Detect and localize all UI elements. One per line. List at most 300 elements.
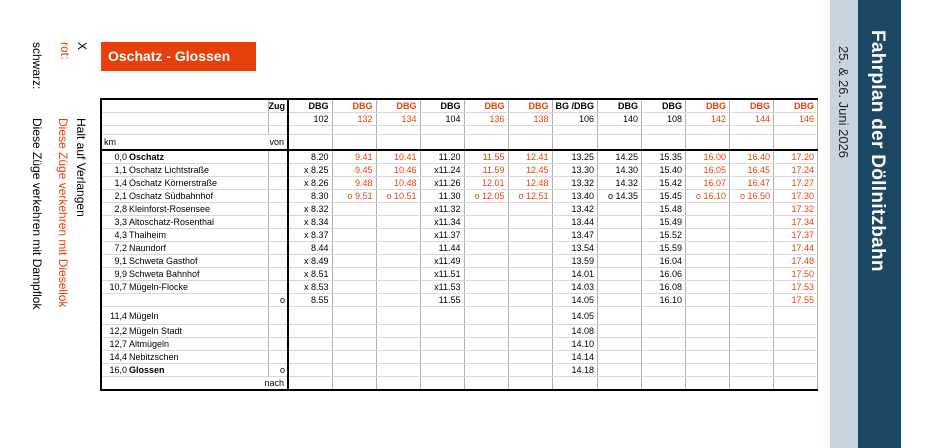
empty <box>686 377 730 391</box>
train-number: 106 <box>552 113 598 126</box>
departure-time <box>598 281 642 294</box>
stop-row <box>101 294 818 307</box>
stop-mark <box>268 190 288 203</box>
stop-name <box>128 294 268 307</box>
departure-time: 12.45 <box>508 164 552 177</box>
von-label: von <box>128 135 288 151</box>
empty <box>774 377 818 391</box>
departure-time <box>332 255 376 268</box>
departure-time: x11.24 <box>420 164 464 177</box>
departure-time: 16.47 <box>730 177 774 190</box>
train-number: 138 <box>508 113 552 126</box>
departure-time: 13.54 <box>552 242 598 255</box>
departure-time <box>420 307 464 325</box>
stop-name: Naundorf <box>128 242 268 255</box>
departure-time: 15.40 <box>642 164 686 177</box>
stop-mark <box>268 177 288 190</box>
empty <box>774 135 818 151</box>
departure-time <box>332 325 376 338</box>
departure-time: x11.53 <box>420 281 464 294</box>
departure-time: x 8.26 <box>288 177 332 190</box>
empty <box>332 377 376 391</box>
departure-time: 12.01 <box>464 177 508 190</box>
nach-label: nach <box>128 377 288 391</box>
departure-time: x11.26 <box>420 177 464 190</box>
departure-time <box>288 351 332 364</box>
departure-time: 17.32 <box>774 203 818 216</box>
departure-time <box>420 338 464 351</box>
departure-time: 14.14 <box>552 351 598 364</box>
departure-time: 14.08 <box>552 325 598 338</box>
stop-km: 4,3 <box>101 229 128 242</box>
departure-time <box>332 307 376 325</box>
stop-mark <box>268 150 288 164</box>
departure-time: 9.45 <box>332 164 376 177</box>
stop-row <box>101 216 818 229</box>
departure-time: o 9.51 <box>332 190 376 203</box>
departure-time <box>730 364 774 377</box>
departure-time: 17.27 <box>774 177 818 190</box>
stop-name: Nebitzschen <box>128 351 268 364</box>
departure-time <box>376 216 420 229</box>
departure-time <box>376 281 420 294</box>
departure-time <box>642 351 686 364</box>
departure-time <box>376 242 420 255</box>
departure-time <box>508 351 552 364</box>
departure-time <box>332 338 376 351</box>
stop-name: Altmügeln <box>128 338 268 351</box>
stop-km: 3,3 <box>101 216 128 229</box>
departure-time: 14.30 <box>598 164 642 177</box>
departure-time <box>686 229 730 242</box>
stop-name: Schweta Gasthof <box>128 255 268 268</box>
departure-time <box>598 351 642 364</box>
departure-time <box>730 242 774 255</box>
departure-time: 14.25 <box>598 150 642 164</box>
departure-time <box>774 364 818 377</box>
header-number-row <box>101 113 818 126</box>
stop-name: Schweta Bahnhof <box>128 268 268 281</box>
departure-time <box>376 255 420 268</box>
legend-symbol-rot: rot: <box>58 42 72 60</box>
departure-time: 16.06 <box>642 268 686 281</box>
spacer <box>730 126 774 135</box>
departure-time <box>376 364 420 377</box>
departure-time <box>508 242 552 255</box>
stop-row <box>101 177 818 190</box>
departure-time: 9.41 <box>332 150 376 164</box>
departure-time: 13.47 <box>552 229 598 242</box>
departure-time <box>464 338 508 351</box>
stop-km: 12,2 <box>101 325 128 338</box>
stop-row <box>101 203 818 216</box>
departure-time <box>774 325 818 338</box>
train-number: 144 <box>730 113 774 126</box>
train-number: 104 <box>420 113 464 126</box>
stop-row <box>101 150 818 164</box>
departure-time <box>508 281 552 294</box>
departure-time <box>642 307 686 325</box>
departure-time: 15.49 <box>642 216 686 229</box>
departure-time <box>508 325 552 338</box>
departure-time <box>420 325 464 338</box>
legend-symbol-schwarz: schwarz: <box>30 42 44 90</box>
departure-time <box>332 364 376 377</box>
departure-time: 10.41 <box>376 150 420 164</box>
departure-time <box>464 229 508 242</box>
spacer <box>332 126 376 135</box>
stop-mark <box>268 338 288 351</box>
departure-time <box>332 268 376 281</box>
departure-time <box>686 294 730 307</box>
stop-mark <box>268 325 288 338</box>
departure-time: 13.59 <box>552 255 598 268</box>
header-empty <box>128 99 268 113</box>
route-title: Oschatz - Glossen <box>101 42 256 71</box>
empty <box>508 377 552 391</box>
spacer <box>376 126 420 135</box>
departure-time: 17.30 <box>774 190 818 203</box>
stop-mark <box>268 203 288 216</box>
train-number: 136 <box>464 113 508 126</box>
departure-time <box>598 203 642 216</box>
stop-mark <box>268 281 288 294</box>
departure-time <box>420 364 464 377</box>
stop-name: Oschatz Südbahnhof <box>128 190 268 203</box>
departure-time: x11.37 <box>420 229 464 242</box>
stop-mark <box>268 216 288 229</box>
stop-row <box>101 364 818 377</box>
train-number: 142 <box>686 113 730 126</box>
train-operator: BG /DBG <box>552 99 598 113</box>
departure-time: o 16.10 <box>686 190 730 203</box>
departure-time <box>288 364 332 377</box>
header-operator-row <box>101 99 818 113</box>
departure-time <box>598 307 642 325</box>
departure-time: 12.41 <box>508 150 552 164</box>
departure-time: 14.03 <box>552 281 598 294</box>
departure-time: 17.24 <box>774 164 818 177</box>
zug-label: Zug <box>268 99 288 113</box>
stop-name: Mügeln <box>128 307 268 325</box>
departure-time: 17.44 <box>774 242 818 255</box>
departure-time <box>598 255 642 268</box>
empty <box>101 377 128 391</box>
departure-time <box>686 203 730 216</box>
departure-time: 16.07 <box>686 177 730 190</box>
empty <box>686 135 730 151</box>
departure-time <box>642 364 686 377</box>
stop-km <box>101 294 128 307</box>
stop-name: Glossen <box>128 364 268 377</box>
stop-mark: o <box>268 294 288 307</box>
departure-time <box>288 325 332 338</box>
stop-km: 2,8 <box>101 203 128 216</box>
departure-time: 16.45 <box>730 164 774 177</box>
spacer <box>642 126 686 135</box>
departure-time <box>376 203 420 216</box>
header-empty <box>128 113 268 126</box>
stop-km: 10,7 <box>101 281 128 294</box>
stop-name: Mügeln Stadt <box>128 325 268 338</box>
departure-time <box>730 255 774 268</box>
departure-time: 13.25 <box>552 150 598 164</box>
departure-time: 11.55 <box>464 150 508 164</box>
departure-time <box>464 268 508 281</box>
departure-time <box>686 325 730 338</box>
empty <box>598 135 642 151</box>
departure-time <box>598 294 642 307</box>
train-operator: DBG <box>332 99 376 113</box>
departure-time: 16.05 <box>686 164 730 177</box>
departure-time: 10.46 <box>376 164 420 177</box>
departure-time <box>376 294 420 307</box>
departure-time <box>774 307 818 325</box>
empty <box>464 377 508 391</box>
spacer <box>552 126 598 135</box>
stop-km: 0,0 <box>101 150 128 164</box>
departure-time <box>686 351 730 364</box>
stop-name: Thalheim <box>128 229 268 242</box>
train-operator: DBG <box>420 99 464 113</box>
legend-symbol-x: X <box>75 42 89 51</box>
departure-time <box>332 229 376 242</box>
departure-time: x 8.32 <box>288 203 332 216</box>
train-number: 146 <box>774 113 818 126</box>
train-operator: DBG <box>376 99 420 113</box>
departure-time <box>508 229 552 242</box>
departure-time <box>464 294 508 307</box>
stop-km: 14,4 <box>101 351 128 364</box>
departure-time: 17.53 <box>774 281 818 294</box>
empty <box>730 377 774 391</box>
departure-time <box>774 351 818 364</box>
empty <box>730 135 774 151</box>
stop-mark <box>268 351 288 364</box>
departure-time: 15.48 <box>642 203 686 216</box>
empty <box>642 135 686 151</box>
departure-time <box>686 268 730 281</box>
km-von-row <box>101 135 818 151</box>
departure-time: 16.40 <box>730 150 774 164</box>
train-operator: DBG <box>730 99 774 113</box>
departure-time: 15.52 <box>642 229 686 242</box>
stop-row <box>101 325 818 338</box>
stop-name: Mügeln-Flocke <box>128 281 268 294</box>
departure-time: 8.44 <box>288 242 332 255</box>
stop-row <box>101 268 818 281</box>
departure-time: x 8.51 <box>288 268 332 281</box>
train-operator: DBG <box>642 99 686 113</box>
empty <box>288 377 332 391</box>
departure-time <box>508 216 552 229</box>
departure-time: 17.48 <box>774 255 818 268</box>
departure-time: 17.34 <box>774 216 818 229</box>
train-number: 132 <box>332 113 376 126</box>
spacer <box>128 126 268 135</box>
departure-time <box>420 351 464 364</box>
timetable <box>100 98 818 391</box>
departure-time <box>508 307 552 325</box>
train-operator: DBG <box>686 99 730 113</box>
departure-time <box>332 294 376 307</box>
departure-time: x 8.49 <box>288 255 332 268</box>
empty <box>376 377 420 391</box>
spacer <box>420 126 464 135</box>
empty <box>420 377 464 391</box>
km-label: km <box>101 135 128 151</box>
departure-time <box>686 364 730 377</box>
departure-time <box>730 229 774 242</box>
departure-time: x11.32 <box>420 203 464 216</box>
departure-time: 9.48 <box>332 177 376 190</box>
departure-time <box>508 338 552 351</box>
stop-name: Oschatz Körnerstraße <box>128 177 268 190</box>
departure-time: 17.20 <box>774 150 818 164</box>
departure-time: 14.05 <box>552 294 598 307</box>
departure-time <box>376 338 420 351</box>
stop-name: Oschatz <box>128 150 268 164</box>
departure-time <box>598 268 642 281</box>
departure-time: o 12.51 <box>508 190 552 203</box>
spacer <box>686 126 730 135</box>
departure-time <box>598 242 642 255</box>
departure-time <box>464 255 508 268</box>
departure-time <box>376 229 420 242</box>
header-empty <box>101 113 128 126</box>
stop-name: Oschatz Lichtstraße <box>128 164 268 177</box>
departure-time: x11.34 <box>420 216 464 229</box>
departure-time: 11.30 <box>420 190 464 203</box>
legend-desc-diesel: Diese Züge verkehren mit Diesellok <box>56 118 70 308</box>
departure-time <box>730 338 774 351</box>
train-operator: DBG <box>288 99 332 113</box>
departure-time <box>332 203 376 216</box>
stop-row <box>101 281 818 294</box>
departure-time <box>464 307 508 325</box>
stop-km: 12,7 <box>101 338 128 351</box>
stop-km: 16,0 <box>101 364 128 377</box>
empty <box>552 135 598 151</box>
departure-time: 13.44 <box>552 216 598 229</box>
departure-time <box>332 216 376 229</box>
departure-time <box>464 203 508 216</box>
departure-time: 8.20 <box>288 150 332 164</box>
train-number: 102 <box>288 113 332 126</box>
spacer <box>101 126 128 135</box>
spacer <box>774 126 818 135</box>
stop-mark: o <box>268 364 288 377</box>
departure-time: 17.50 <box>774 268 818 281</box>
departure-time <box>598 364 642 377</box>
departure-time <box>508 294 552 307</box>
departure-time: x 8.37 <box>288 229 332 242</box>
departure-time <box>464 364 508 377</box>
empty <box>376 135 420 151</box>
stop-mark <box>268 307 288 325</box>
spacer <box>464 126 508 135</box>
stop-row <box>101 242 818 255</box>
departure-time <box>730 351 774 364</box>
stop-row <box>101 229 818 242</box>
train-operator: DBG <box>774 99 818 113</box>
stop-row <box>101 351 818 364</box>
empty <box>642 377 686 391</box>
departure-time: 13.40 <box>552 190 598 203</box>
departure-time <box>686 338 730 351</box>
departure-time <box>376 307 420 325</box>
departure-time: o 16.50 <box>730 190 774 203</box>
stop-km: 1,1 <box>101 164 128 177</box>
legend-desc-dampf: Diese Züge verkehren mit Dampflok <box>30 118 44 310</box>
departure-time: x11.51 <box>420 268 464 281</box>
departure-time: 13.42 <box>552 203 598 216</box>
departure-time <box>730 307 774 325</box>
departure-time <box>288 338 332 351</box>
departure-time: 8.55 <box>288 294 332 307</box>
departure-time <box>508 268 552 281</box>
departure-time <box>730 294 774 307</box>
departure-time: x 8.25 <box>288 164 332 177</box>
header-empty <box>101 99 128 113</box>
spacer <box>598 126 642 135</box>
departure-time: 11.59 <box>464 164 508 177</box>
departure-time: 14.18 <box>552 364 598 377</box>
empty <box>288 135 332 151</box>
departure-time: 16.04 <box>642 255 686 268</box>
departure-time <box>464 281 508 294</box>
departure-time <box>598 216 642 229</box>
departure-time: x 8.53 <box>288 281 332 294</box>
departure-time: 11.20 <box>420 150 464 164</box>
empty <box>508 135 552 151</box>
departure-time: 16.08 <box>642 281 686 294</box>
departure-time: x11.49 <box>420 255 464 268</box>
stop-km: 9,9 <box>101 268 128 281</box>
empty <box>464 135 508 151</box>
departure-time <box>686 255 730 268</box>
departure-time <box>332 351 376 364</box>
departure-time: 14.01 <box>552 268 598 281</box>
stop-name: Kleinforst-Rosensee <box>128 203 268 216</box>
departure-time: 13.30 <box>552 164 598 177</box>
departure-time <box>598 325 642 338</box>
departure-time: 15.42 <box>642 177 686 190</box>
spacer <box>268 126 288 135</box>
nach-row <box>101 377 818 391</box>
departure-time <box>464 325 508 338</box>
departure-time <box>508 203 552 216</box>
departure-time: 15.45 <box>642 190 686 203</box>
empty <box>332 135 376 151</box>
departure-time: 17.37 <box>774 229 818 242</box>
departure-time <box>508 364 552 377</box>
departure-time <box>686 281 730 294</box>
departure-time: o 14.35 <box>598 190 642 203</box>
train-operator: DBG <box>598 99 642 113</box>
departure-time <box>464 216 508 229</box>
departure-time <box>686 307 730 325</box>
stop-row <box>101 255 818 268</box>
empty <box>552 377 598 391</box>
departure-time: 13.32 <box>552 177 598 190</box>
departure-time <box>376 268 420 281</box>
departure-time <box>376 351 420 364</box>
departure-time <box>730 203 774 216</box>
stop-row <box>101 164 818 177</box>
departure-time <box>686 216 730 229</box>
departure-time <box>288 307 332 325</box>
